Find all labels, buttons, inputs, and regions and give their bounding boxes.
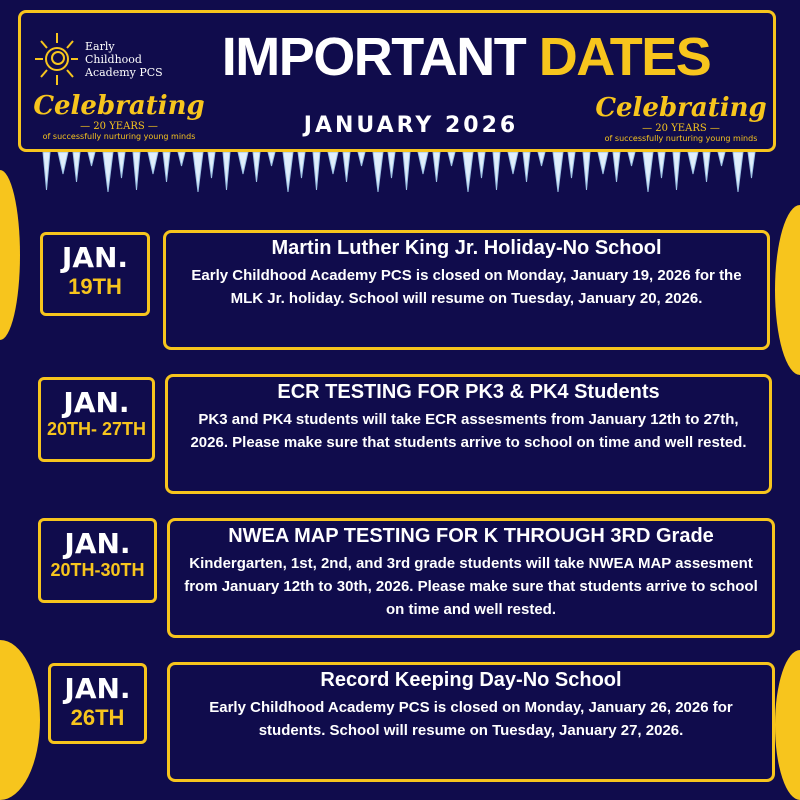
header-banner <box>18 10 776 152</box>
event-description: Early Childhood Academy PCS is closed on Monday, January 19, 2026 for the MLK Jr. holiday. School will resume on Tuesday, January 20, 2026. <box>191 267 742 307</box>
date-month: JAN. <box>63 386 130 419</box>
logo-line-3: Academy PCS <box>85 65 163 79</box>
icicle <box>223 152 230 190</box>
icicle <box>418 152 428 174</box>
icicle <box>208 152 215 178</box>
icicle <box>253 152 260 182</box>
icicle <box>523 152 530 182</box>
month-label: JANUARY 2026 <box>303 113 519 138</box>
icicle <box>703 152 710 182</box>
celebrating-word: Celebrating <box>595 93 767 123</box>
decorative-circle-bottom-right <box>775 650 800 800</box>
title-important: IMPORTANT <box>221 27 526 87</box>
icicle <box>598 152 608 174</box>
icicle <box>628 152 635 166</box>
celebrating-tagline: of successfully nurturing young minds <box>42 132 196 141</box>
icicle <box>388 152 395 178</box>
icicle <box>118 152 125 178</box>
icicle <box>298 152 305 178</box>
date-badge <box>38 377 155 462</box>
icicles-decoration <box>40 152 760 197</box>
icicle <box>238 152 248 174</box>
page-title <box>186 27 746 87</box>
icicle <box>373 152 383 192</box>
icicle <box>178 152 185 166</box>
icicle <box>358 152 365 166</box>
icicle <box>538 152 545 166</box>
icicle <box>463 152 473 192</box>
celebrating-tagline: of successfully nurturing young minds <box>604 134 758 143</box>
event-description: Early Childhood Academy PCS is closed on Monday, January 26, 2026 for students. School will resume on Tuesday, January 27, 2026. <box>209 699 733 739</box>
icicle <box>448 152 455 166</box>
icicle <box>403 152 410 190</box>
event-description: Kindergarten, 1st, 2nd, and 3rd grade students will take NWEA MAP assesment from January 12th to 30th, 2026. Please make sure that students arrive to school on time and well rested. <box>184 555 758 618</box>
event-title: NWEA MAP TESTING FOR K THROUGH 3RD Grade <box>228 525 714 547</box>
celebrating-badge-left <box>29 91 209 141</box>
icicle <box>328 152 338 174</box>
icicle <box>733 152 743 192</box>
icicle <box>493 152 500 190</box>
event-title: ECR TESTING FOR PK3 & PK4 Students <box>277 381 660 403</box>
date-month: JAN. <box>64 672 131 705</box>
icicle <box>103 152 113 192</box>
event-card <box>165 374 772 494</box>
icicle <box>268 152 275 166</box>
icicle <box>283 152 293 192</box>
icicle <box>43 152 50 190</box>
icicle <box>73 152 80 182</box>
decorative-circle-left <box>0 170 20 340</box>
icicle <box>553 152 563 192</box>
icicle <box>88 152 95 166</box>
date-badge <box>48 663 147 744</box>
date-badge <box>40 232 150 316</box>
event-title: Record Keeping Day-No School <box>320 669 622 691</box>
icicle <box>613 152 620 182</box>
icicle <box>133 152 140 190</box>
icicle <box>343 152 350 182</box>
date-badge <box>38 518 157 603</box>
logo-line-2: Childhood <box>85 52 142 66</box>
event-card <box>167 518 775 638</box>
title-dates: DATES <box>538 27 711 87</box>
date-day: 20TH- 27TH <box>46 419 147 439</box>
celebrating-badge-right <box>591 93 771 143</box>
icicle <box>748 152 755 178</box>
event-card <box>167 662 775 782</box>
school-logo <box>33 31 163 87</box>
icicle <box>583 152 590 190</box>
icicle <box>433 152 440 182</box>
decorative-circle-right <box>775 205 800 375</box>
icicle <box>688 152 698 174</box>
icicle <box>148 152 158 174</box>
icicle <box>58 152 68 174</box>
date-month: JAN. <box>64 527 131 560</box>
icicle <box>508 152 518 174</box>
icicle <box>658 152 665 178</box>
event-card <box>163 230 770 350</box>
date-day: 19TH <box>68 274 122 299</box>
icicle <box>478 152 485 178</box>
decorative-circle-bottom-left <box>0 640 40 800</box>
logo-line-1: Early <box>85 39 115 53</box>
date-day: 26TH <box>70 705 125 730</box>
icicle <box>193 152 203 192</box>
event-description: PK3 and PK4 students will take ECR assesments from January 12th to 27th, 2026. Please make sure that students arrive to school on time and well rested. <box>190 411 747 451</box>
event-title: Martin Luther King Jr. Holiday-No School <box>271 237 662 259</box>
sun-logo-icon <box>33 31 79 87</box>
celebrating-word: Celebrating <box>33 91 205 121</box>
date-month: JAN. <box>61 241 129 274</box>
icicle <box>568 152 575 178</box>
icicle <box>718 152 725 166</box>
icicle <box>673 152 680 190</box>
icicle <box>643 152 653 192</box>
icicle <box>163 152 170 182</box>
date-day: 20TH-30TH <box>50 560 145 580</box>
celebrating-years: — 20 YEARS — <box>80 121 158 132</box>
icicle <box>313 152 320 190</box>
celebrating-years: — 20 YEARS — <box>642 123 720 134</box>
